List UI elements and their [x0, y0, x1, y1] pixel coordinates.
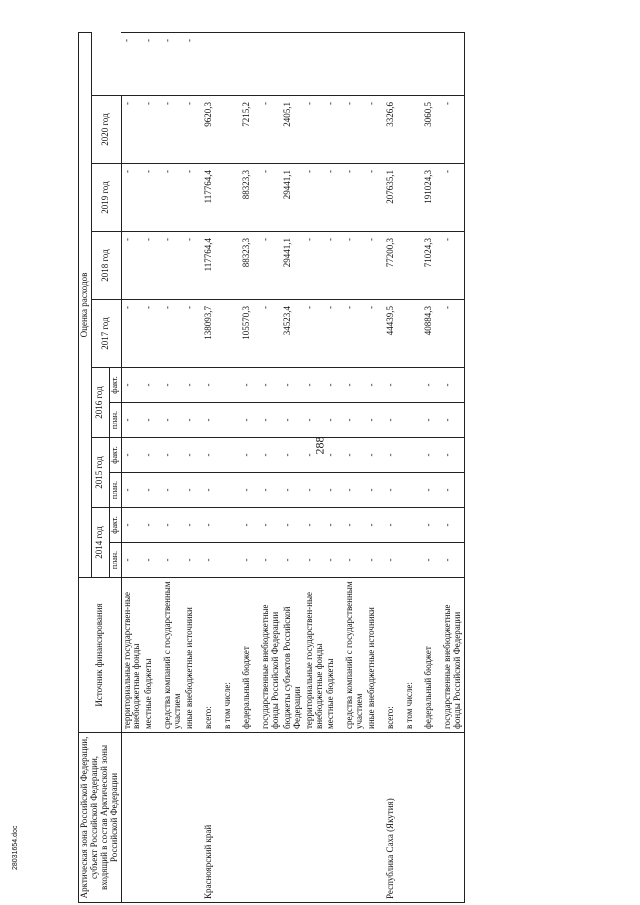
value-cell: - [423, 508, 442, 543]
value-cell: - [121, 543, 143, 578]
value-cell: - [344, 473, 366, 508]
region-cell: Красноярский край [203, 733, 222, 903]
value-cell: - [203, 403, 222, 438]
source-cell: территориальные государствен-ные внебюджетные фонды [121, 578, 143, 733]
value-cell: - [304, 164, 326, 232]
value-cell: - [366, 508, 385, 543]
value-cell: - [325, 164, 344, 232]
value-cell: - [385, 473, 404, 508]
table-row [121, 32, 143, 902]
value-cell: 88323,3 [241, 164, 260, 232]
region-cell [366, 733, 385, 903]
value-cell: - [260, 164, 282, 232]
value-cell: 71024,3 [423, 232, 442, 300]
value-cell: - [184, 32, 203, 95]
value-cell: - [162, 232, 184, 300]
value-cell: - [442, 232, 464, 300]
value-cell: - [162, 32, 184, 95]
value-cell [366, 32, 385, 95]
source-cell: в том числе: [222, 578, 241, 733]
value-cell: - [121, 32, 143, 95]
value-cell: 29441,1 [282, 232, 304, 300]
value-cell: - [143, 32, 162, 95]
value-cell: 29441,1 [282, 164, 304, 232]
value-cell: - [143, 300, 162, 368]
source-cell: всего: [203, 578, 222, 733]
value-cell: - [162, 438, 184, 473]
header-fact: факт. [109, 368, 121, 403]
value-cell: - [442, 508, 464, 543]
value-cell: 3326,6 [385, 96, 404, 164]
value-cell: - [143, 473, 162, 508]
header-2020: 2020 год [91, 96, 121, 164]
page-number: 288 [312, 436, 327, 455]
value-cell: - [260, 368, 282, 403]
value-cell: - [344, 232, 366, 300]
value-cell [325, 32, 344, 95]
source-cell: федеральный бюджет [241, 578, 260, 733]
header-source: Источник финансирования [79, 578, 122, 733]
value-cell: - [260, 96, 282, 164]
value-cell: - [282, 473, 304, 508]
value-cell: - [203, 438, 222, 473]
value-cell [404, 403, 423, 438]
value-cell: - [366, 368, 385, 403]
header-fact: факт. [109, 438, 121, 473]
value-cell: - [162, 300, 184, 368]
expense-table-sheet [78, 33, 582, 903]
value-cell [404, 232, 423, 300]
value-cell: - [442, 543, 464, 578]
value-cell: - [304, 508, 326, 543]
value-cell [222, 473, 241, 508]
region-cell [344, 733, 366, 903]
value-cell: - [442, 300, 464, 368]
value-cell: - [304, 403, 326, 438]
value-cell: - [121, 508, 143, 543]
value-cell: - [143, 368, 162, 403]
value-cell: - [385, 543, 404, 578]
value-cell: - [184, 543, 203, 578]
value-cell: - [442, 164, 464, 232]
table-row [162, 32, 184, 902]
value-cell: - [184, 300, 203, 368]
value-cell: - [304, 473, 326, 508]
region-cell [282, 733, 304, 903]
value-cell [404, 96, 423, 164]
value-cell: - [282, 368, 304, 403]
value-cell: - [241, 543, 260, 578]
region-cell [442, 733, 464, 903]
value-cell: - [121, 300, 143, 368]
value-cell: 105570,3 [241, 300, 260, 368]
value-cell: 9620,3 [203, 96, 222, 164]
value-cell [385, 32, 404, 95]
value-cell: - [304, 438, 326, 473]
source-cell: местные бюджеты [143, 578, 162, 733]
value-cell: - [203, 368, 222, 403]
region-cell [222, 733, 241, 903]
value-cell: - [325, 543, 344, 578]
source-cell: средства компаний с государственным участием [344, 578, 366, 733]
value-cell: - [162, 543, 184, 578]
value-cell: - [442, 368, 464, 403]
value-cell: - [260, 438, 282, 473]
value-cell: - [366, 300, 385, 368]
value-cell: 2405,1 [282, 96, 304, 164]
value-cell: - [366, 473, 385, 508]
value-cell [404, 300, 423, 368]
value-cell: - [423, 438, 442, 473]
value-cell [222, 96, 241, 164]
source-cell: территориальные государствен-ные внебюджетные фонды [304, 578, 326, 733]
value-cell: - [121, 232, 143, 300]
value-cell [442, 32, 464, 95]
source-cell: всего: [385, 578, 404, 733]
region-cell: Республика Саха (Якутия) [385, 733, 404, 903]
value-cell: - [203, 543, 222, 578]
value-cell: - [325, 438, 344, 473]
header-plan: план. [109, 543, 121, 578]
value-cell: 88323,3 [241, 232, 260, 300]
value-cell: - [344, 403, 366, 438]
value-cell: - [143, 543, 162, 578]
value-cell: - [162, 368, 184, 403]
document-code: 28031654.doc [12, 825, 19, 870]
value-cell [222, 508, 241, 543]
region-cell [143, 733, 162, 903]
value-cell: - [184, 438, 203, 473]
value-cell [222, 368, 241, 403]
value-cell [222, 32, 241, 95]
table-row [366, 32, 385, 902]
value-cell: - [162, 164, 184, 232]
value-cell: - [344, 300, 366, 368]
value-cell: - [121, 403, 143, 438]
value-cell [404, 473, 423, 508]
source-cell: иные внебюджетные источники [184, 578, 203, 733]
value-cell: - [121, 368, 143, 403]
value-cell: - [344, 96, 366, 164]
value-cell: - [366, 96, 385, 164]
value-cell: - [121, 96, 143, 164]
source-cell: государственные внебюджетные фонды Российской Федерации [442, 578, 464, 733]
value-cell: - [325, 232, 344, 300]
header-fact: факт. [109, 508, 121, 543]
value-cell: 7215,2 [241, 96, 260, 164]
value-cell: - [325, 96, 344, 164]
value-cell: - [423, 473, 442, 508]
table-row [282, 32, 304, 902]
value-cell: - [260, 508, 282, 543]
value-cell: 77200,3 [385, 232, 404, 300]
source-cell: средства компаний с государственным участием [162, 578, 184, 733]
table-row [423, 32, 442, 902]
table-row [442, 32, 464, 902]
value-cell [404, 368, 423, 403]
value-cell: - [184, 403, 203, 438]
table-row [260, 32, 282, 902]
value-cell: - [143, 96, 162, 164]
source-cell: в том числе: [404, 578, 423, 733]
value-cell: 44439,5 [385, 300, 404, 368]
region-cell [423, 733, 442, 903]
table-row [404, 32, 423, 902]
value-cell: 3060,5 [423, 96, 442, 164]
value-cell: 117764,4 [203, 164, 222, 232]
value-cell: - [260, 403, 282, 438]
value-cell: - [423, 543, 442, 578]
value-cell: - [241, 473, 260, 508]
table-row [222, 32, 241, 902]
value-cell [423, 32, 442, 95]
value-cell: - [325, 508, 344, 543]
value-cell: - [366, 403, 385, 438]
value-cell: - [304, 232, 326, 300]
value-cell: - [282, 403, 304, 438]
value-cell [260, 32, 282, 95]
source-cell: федеральный бюджет [423, 578, 442, 733]
value-cell: - [260, 543, 282, 578]
value-cell: - [121, 164, 143, 232]
value-cell: 34523,4 [282, 300, 304, 368]
value-cell: - [203, 473, 222, 508]
value-cell: - [241, 403, 260, 438]
source-cell: иные внебюджетные источники [366, 578, 385, 733]
value-cell: - [143, 164, 162, 232]
value-cell: - [203, 508, 222, 543]
value-cell [222, 300, 241, 368]
header-region: Арктическая зона Российской Федерации, субъект Российской Федерации, входящий в состав Арктической зоны Российской Федерации [79, 733, 122, 903]
value-cell: - [325, 403, 344, 438]
value-cell: - [442, 403, 464, 438]
table-row [385, 32, 404, 902]
value-cell: 40884,3 [423, 300, 442, 368]
value-cell: - [143, 508, 162, 543]
value-cell: - [162, 508, 184, 543]
region-cell [121, 733, 143, 903]
value-cell [241, 32, 260, 95]
value-cell: - [184, 368, 203, 403]
value-cell [404, 164, 423, 232]
value-cell [404, 438, 423, 473]
header-2016: 2016 год [91, 368, 109, 438]
value-cell: - [143, 232, 162, 300]
region-cell [325, 733, 344, 903]
value-cell: - [184, 164, 203, 232]
value-cell: - [325, 368, 344, 403]
value-cell: - [121, 438, 143, 473]
value-cell: - [385, 438, 404, 473]
value-cell: - [282, 543, 304, 578]
table-row [143, 32, 162, 902]
value-cell: - [442, 96, 464, 164]
value-cell: - [282, 438, 304, 473]
value-cell: 117764,4 [203, 232, 222, 300]
value-cell: - [241, 438, 260, 473]
value-cell: - [385, 508, 404, 543]
value-cell: - [442, 438, 464, 473]
value-cell: - [241, 508, 260, 543]
value-cell: - [121, 473, 143, 508]
header-2018: 2018 год [91, 232, 121, 300]
table-row [325, 32, 344, 902]
value-cell: - [344, 438, 366, 473]
value-cell: - [344, 164, 366, 232]
table-row [203, 32, 222, 902]
value-cell: - [184, 96, 203, 164]
table-row [344, 32, 366, 902]
value-cell: - [241, 368, 260, 403]
value-cell [282, 32, 304, 95]
value-cell: - [184, 508, 203, 543]
table-body [121, 32, 464, 902]
value-cell: - [162, 473, 184, 508]
value-cell: - [184, 473, 203, 508]
value-cell: - [162, 403, 184, 438]
region-cell [304, 733, 326, 903]
value-cell: - [423, 368, 442, 403]
value-cell: - [366, 164, 385, 232]
expense-table [78, 32, 465, 903]
header-2017: 2017 год [91, 300, 121, 368]
value-cell: - [423, 403, 442, 438]
value-cell: - [344, 543, 366, 578]
value-cell: - [143, 438, 162, 473]
value-cell: 138093,7 [203, 300, 222, 368]
value-cell: - [385, 403, 404, 438]
header-plan: план. [109, 473, 121, 508]
header-plan: план. [109, 403, 121, 438]
value-cell: - [143, 403, 162, 438]
value-cell: - [366, 438, 385, 473]
value-cell: - [366, 543, 385, 578]
value-cell: - [260, 300, 282, 368]
value-cell [222, 164, 241, 232]
value-cell: - [442, 473, 464, 508]
value-cell: - [162, 96, 184, 164]
value-cell: - [325, 473, 344, 508]
value-cell: - [344, 508, 366, 543]
source-cell: бюджеты субъектов Российской Федерации [282, 578, 304, 733]
value-cell: - [385, 368, 404, 403]
value-cell: 207635,1 [385, 164, 404, 232]
region-cell [404, 733, 423, 903]
region-cell [162, 733, 184, 903]
region-cell [260, 733, 282, 903]
value-cell: - [260, 232, 282, 300]
value-cell: - [282, 508, 304, 543]
value-cell: - [304, 368, 326, 403]
value-cell: - [344, 368, 366, 403]
header-estimate: Оценка расходов [79, 32, 92, 577]
value-cell [344, 32, 366, 95]
value-cell [222, 403, 241, 438]
value-cell [404, 543, 423, 578]
source-cell: государственные внебюджетные фонды Российской Федерации [260, 578, 282, 733]
value-cell [304, 32, 326, 95]
value-cell: - [260, 473, 282, 508]
table-row [184, 32, 203, 902]
value-cell [222, 543, 241, 578]
header-2014: 2014 год [91, 508, 109, 578]
table-row [304, 32, 326, 902]
value-cell: - [304, 543, 326, 578]
region-cell [184, 733, 203, 903]
value-cell [404, 32, 423, 95]
value-cell: - [304, 300, 326, 368]
region-cell [241, 733, 260, 903]
value-cell [203, 32, 222, 95]
value-cell: - [184, 232, 203, 300]
value-cell [222, 232, 241, 300]
table-row [241, 32, 260, 902]
value-cell: 191024,3 [423, 164, 442, 232]
source-cell: местные бюджеты [325, 578, 344, 733]
value-cell [222, 438, 241, 473]
value-cell [404, 508, 423, 543]
header-2015: 2015 год [91, 438, 109, 508]
value-cell: - [366, 232, 385, 300]
header-2019: 2019 год [91, 164, 121, 232]
value-cell: - [325, 300, 344, 368]
value-cell: - [304, 96, 326, 164]
